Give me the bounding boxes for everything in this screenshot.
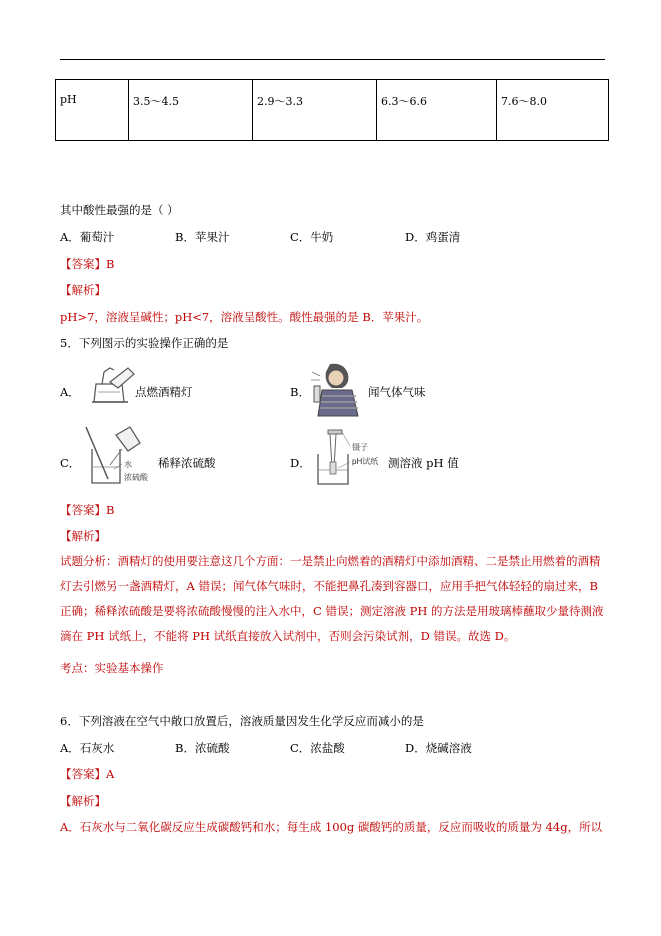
q5-kaodian: 考点：实验基本操作	[60, 661, 164, 675]
q5-option-c-letter: C．	[60, 456, 81, 470]
ph-table	[55, 79, 609, 141]
q5-analysis-label: 【解析】	[60, 529, 106, 543]
diluting-acid-figure	[82, 425, 160, 487]
q4-answer: 【答案】B	[60, 257, 115, 271]
q5-option-d-letter: D．	[290, 456, 311, 470]
q4-option-c: C．牛奶	[290, 230, 334, 244]
q5-option-a-letter: A．	[60, 385, 80, 399]
table-cell-apple: 2.9～3.3	[253, 80, 377, 141]
smelling-gas-figure	[308, 360, 366, 418]
q5-option-c-caption: 稀释浓硫酸	[158, 456, 216, 470]
q6-option-d: D．烧碱溶液	[405, 741, 472, 755]
q6-option-a: A．石灰水	[60, 741, 115, 755]
q5-answer: 【答案】B	[60, 503, 115, 517]
q5-option-b-letter: B．	[290, 385, 310, 399]
figure-label-acid: 浓硫酸	[124, 473, 148, 482]
q4-option-b: B．苹果汁	[175, 230, 230, 244]
q6-analysis-label: 【解析】	[60, 794, 106, 808]
figure-label-tweezers: 镊子	[352, 443, 368, 452]
q6-analysis: A．石灰水与二氧化碳反应生成碳酸钙和水；每生成 100g 碳酸钙的质量，反应而吸收的质量为 44g，所以	[60, 820, 603, 834]
alcohol-lamp-lighting-figure	[88, 362, 138, 406]
figure-label-ph-paper: pH试纸	[352, 457, 379, 466]
q4-analysis-label: 【解析】	[60, 283, 106, 297]
ph-test-figure	[306, 424, 388, 490]
table-cell-milk: 6.3～6.6	[377, 80, 497, 141]
figure-label-water: 水	[124, 460, 132, 469]
q6-answer: 【答案】A	[60, 767, 115, 781]
q5-option-d-caption: 测溶液 pH 值	[388, 456, 459, 470]
q6-option-c: C．浓盐酸	[290, 741, 345, 755]
q6-stem: 6．下列溶液在空气中敞口放置后，溶液质量因发生化学反应而减小的是	[60, 714, 424, 728]
header-rule	[60, 59, 605, 60]
q5-option-a-caption: 点燃酒精灯	[135, 385, 193, 399]
table-cell-ph-label: pH	[56, 80, 129, 141]
q6-option-b: B．浓硫酸	[175, 741, 230, 755]
q4-stem: 其中酸性最强的是（ ）	[60, 203, 179, 217]
q4-option-a: A．葡萄汁	[60, 230, 115, 244]
table-row	[56, 80, 609, 141]
table-cell-grape: 3.5～4.5	[129, 80, 253, 141]
q5-option-b-caption: 闻气体气味	[368, 385, 426, 399]
q5-stem: 5．下列图示的实验操作正确的是	[60, 336, 229, 350]
q4-analysis: pH>7，溶液呈碱性；pH<7，溶液呈酸性。酸性最强的是 B．苹果汁。	[60, 310, 429, 324]
q5-analysis: 试题分析：酒精灯的使用要注意这几个方面：一是禁止向燃着的酒精灯中添加酒精、二是禁止用燃着的酒精灯去引燃另一盏酒精灯，A 错误；闻气体气味时，不能把鼻孔凑到容器口，应用手把气体轻轻的扇过来，B 正确；稀释浓硫酸是要将浓硫酸慢慢的注入水中，C 错误；测定溶液 PH 的方法是用玻璃棒蘸取少量待测液滴在 PH 试纸上，不能将 PH 试纸直接放入试剂中，否则会污染试剂，D 错误。故选 D。	[60, 554, 604, 643]
q4-option-d: D．鸡蛋清	[405, 230, 461, 244]
table-cell-egg: 7.6～8.0	[497, 80, 609, 141]
